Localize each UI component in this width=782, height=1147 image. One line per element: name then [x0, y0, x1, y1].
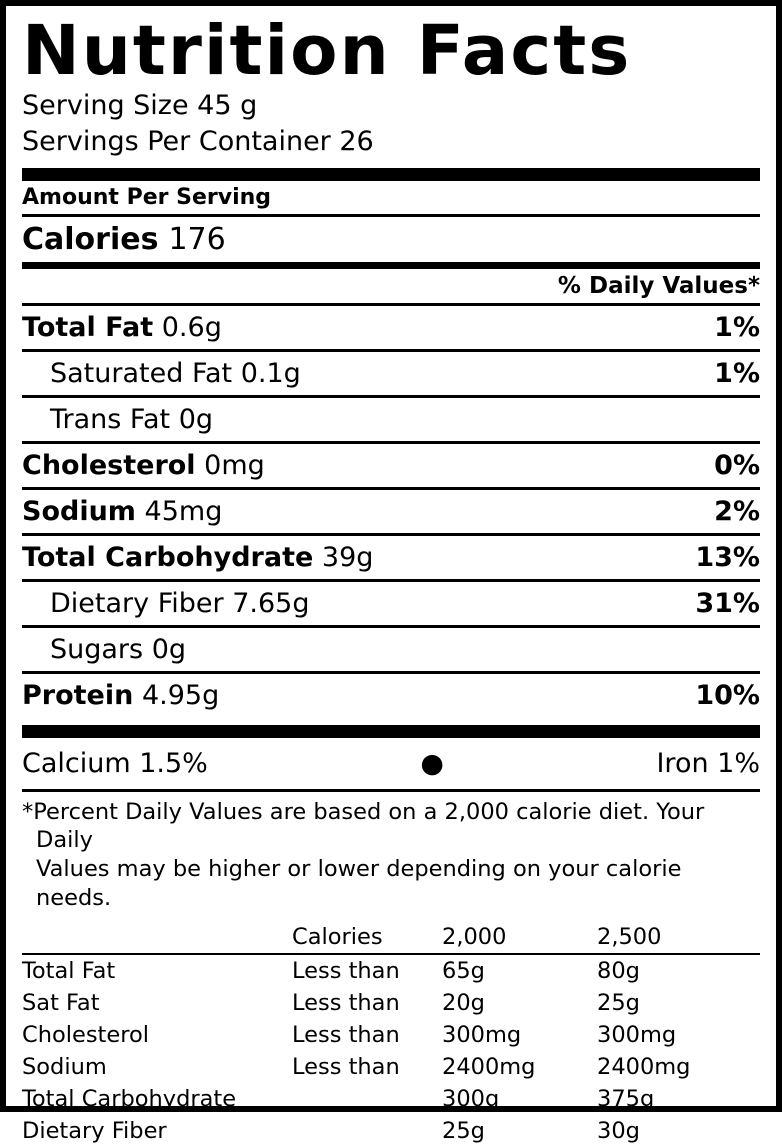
table-cell: Dietary Fiber [22, 1117, 167, 1144]
minerals-row [22, 738, 760, 789]
iron-value: Iron 1% [656, 747, 760, 779]
nutrient-dv: 0% [714, 449, 760, 481]
nutrient-dv: 2% [714, 495, 760, 527]
table-cell: 25g [597, 989, 640, 1016]
table-cell: 2400mg [442, 1053, 536, 1080]
nutrient-amount: 7.65g [232, 587, 310, 619]
nutrient-name: Saturated Fat [50, 357, 233, 389]
table-cell: 300g [442, 1085, 500, 1112]
nutrient-row-trans-fat [22, 398, 760, 441]
calories-row [22, 217, 760, 262]
calcium-value: Calcium 1.5% [22, 747, 208, 779]
page-title: Nutrition Facts [22, 11, 632, 91]
nutrient-amount: 4.95g [141, 679, 220, 711]
nutrient-row-total-fat [22, 306, 760, 349]
table-cell: 2400mg [597, 1053, 691, 1080]
table-header-row [22, 921, 760, 954]
footnote-line-2: Values may be higher or lower depending on your calorie needs. [36, 856, 682, 912]
table-row [22, 1051, 760, 1083]
divider-thick-top [22, 168, 760, 181]
nutrient-dv: 10% [695, 679, 760, 711]
nutrient-row-dietary-fiber [22, 582, 760, 625]
nutrient-amount: 0.6g [161, 311, 222, 343]
nutrient-amount: 0g [178, 403, 214, 435]
nutrient-amount: 39g [321, 541, 374, 573]
table-cell: 80g [597, 957, 640, 984]
table-cell: Sodium [22, 1053, 107, 1080]
table-cell: Cholesterol [22, 1021, 149, 1048]
table-cell: 25g [442, 1117, 485, 1144]
nutrient-name: Sodium [22, 495, 136, 527]
calories-label: Calories [22, 221, 159, 257]
table-cell: Less than [292, 1021, 400, 1048]
daily-values-table [22, 921, 760, 1147]
nutrient-row-total-carbohydrate [22, 536, 760, 579]
table-row [22, 1083, 760, 1115]
nutrient-amount: 0g [151, 633, 187, 665]
table-cell: Total Fat [22, 957, 116, 984]
table-cell [292, 1083, 442, 1115]
nutrient-row-sugars [22, 628, 760, 671]
daily-value-footnote [22, 792, 760, 921]
nutrient-amount: 45mg [144, 495, 223, 527]
table-header-cell: 2,000 [442, 921, 597, 954]
table-cell: Total Carbohydrate [22, 1085, 237, 1112]
table-row [22, 1115, 760, 1147]
nutrient-name: Sugars [50, 633, 144, 665]
nutrient-dv: 31% [695, 587, 760, 619]
table-header-cell: 2,500 [597, 921, 760, 954]
table-cell: 375g [597, 1085, 655, 1112]
nutrient-dv: 13% [695, 541, 760, 573]
nutrient-name: Dietary Fiber [50, 587, 224, 619]
serving-size: Serving Size 45 g [22, 90, 258, 122]
bullet-separator-icon: ● [420, 747, 444, 779]
table-cell [292, 1115, 442, 1147]
table-header-cell [22, 921, 292, 954]
footnote-line-1: *Percent Daily Values are based on a 2,000 calorie diet. Your Daily [22, 798, 705, 854]
calories-value: 176 [168, 221, 226, 257]
divider-med-1 [22, 262, 760, 269]
table-row [22, 1019, 760, 1051]
table-cell: 300mg [597, 1021, 677, 1048]
table-cell: Sat Fat [22, 989, 100, 1016]
table-cell: Less than [292, 1053, 400, 1080]
amount-per-serving: Amount Per Serving [22, 184, 272, 210]
nutrient-row-cholesterol [22, 444, 760, 487]
table-cell: 300mg [442, 1021, 522, 1048]
table-cell: 20g [442, 989, 485, 1016]
nutrient-amount: 0.1g [240, 357, 301, 389]
nutrient-row-protein [22, 674, 760, 717]
table-cell: Less than [292, 957, 400, 984]
table-cell: 30g [597, 1117, 640, 1144]
nutrient-name: Total Fat [22, 311, 154, 343]
nutrient-name: Total Carbohydrate [22, 541, 314, 573]
nutrient-name: Trans Fat [50, 403, 171, 435]
nutrient-amount: 0mg [204, 449, 265, 481]
servings-per-container: Servings Per Container 26 [22, 126, 374, 157]
nutrient-dv: 1% [714, 311, 760, 343]
nutrient-row-sodium [22, 490, 760, 533]
table-cell: 65g [442, 957, 485, 984]
table-header-cell: Calories [292, 921, 442, 954]
nutrient-dv: 1% [714, 357, 760, 389]
nutrient-name: Protein [22, 679, 134, 711]
nutrient-name: Cholesterol [22, 449, 196, 481]
divider-thick-bottom [22, 725, 760, 738]
nutrient-row-saturated-fat [22, 352, 760, 395]
table-row [22, 987, 760, 1019]
daily-values-header: % Daily Values* [557, 272, 760, 299]
table-cell: Less than [292, 989, 400, 1016]
table-row [22, 954, 760, 987]
